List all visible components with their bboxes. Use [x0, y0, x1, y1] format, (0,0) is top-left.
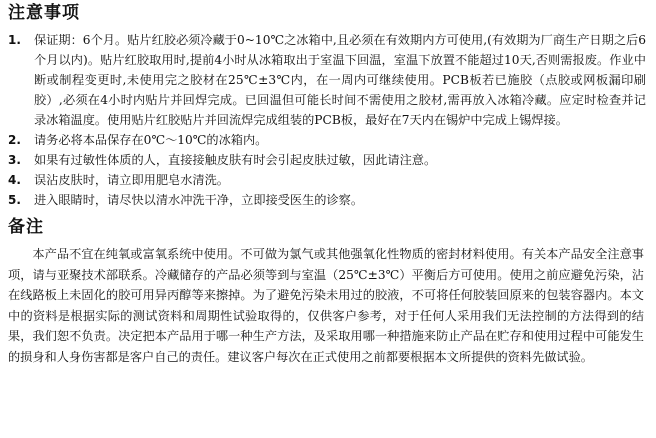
- item-text: 保证期：6个月。贴片红胶必须冷藏于0~10℃之冰箱中,且必须在有效期内方可使用,(有效期为厂商生产日期之后6个月以内)。贴片红胶取用时,提前4小时从冰箱取出于室温下回温，室温下放置不能超过10天,否则需报废。作业中断或制程变更时,未使用完之胶材在25℃±3℃内，在一周内可继续使用。PCB板若已施胶（点胶或网板漏印刷胶）,必须在4小时内贴片并回焊完成。已回温但可能长时间不需使用之胶材,需再放入冰箱冷藏。应定时检查并记录冰箱温度。使用贴片红胶贴片并回流焊完成组装的PCB板，最好在7天内在锡炉中完成上锡焊接。: [34, 33, 646, 127]
- item-number: 1.: [8, 33, 21, 47]
- item-number: 4.: [8, 173, 21, 187]
- list-item: [8, 30, 646, 130]
- item-number: 3.: [8, 153, 21, 167]
- item-number: 2.: [8, 133, 21, 147]
- document-page: [0, 2, 656, 438]
- list-item: [8, 170, 646, 190]
- item-text: 误沾皮肤时，请立即用肥皂水清洗。: [34, 173, 229, 187]
- remarks-heading: 备注: [8, 217, 44, 237]
- item-number: 5.: [8, 193, 21, 207]
- remarks-paragraph: 本产品不宜在纯氧或富氧系统中使用。不可做为氯气或其他强氧化性物质的密封材料使用。有关本产品安全注意事项，请与亚聚技术部联系。冷藏储存的产品必须等到与室温（25℃±3℃）平衡后方可使用。使用之前应避免污染，沾在线路板上未固化的胶可用异丙醇等来擦掉。为了避免污染未用过的胶液，不可将任何胶装回原来的包装容器内。本文中的资料是根据实际的测试资料和周期性试验取得的，仅供客户参考，对于任何人采用我们无法控制的方法得到的结果，我们恕不负责。决定把本产品用于哪一种生产方法，及采取用哪一种措施来防止产品在贮存和使用过程中可能发生的损身和人身伤害都是客户自己的责任。建议客户每次在正式使用之前都要根据本文所提供的资料先做试验。: [8, 247, 644, 364]
- precautions-heading: 注意事项: [8, 3, 80, 23]
- precautions-list: [8, 30, 646, 210]
- item-text: 进入眼睛时，请尽快以清水冲洗干净，立即接受医生的诊察。: [34, 193, 364, 207]
- list-item: [8, 190, 646, 210]
- list-item: [8, 130, 646, 150]
- item-text: 请务必将本品保存在0℃～10℃的冰箱内。: [34, 133, 268, 147]
- list-item: [8, 150, 646, 170]
- item-text: 如果有过敏性体质的人，直接接触皮肤有时会引起皮肤过敏，因此请注意。: [34, 153, 437, 167]
